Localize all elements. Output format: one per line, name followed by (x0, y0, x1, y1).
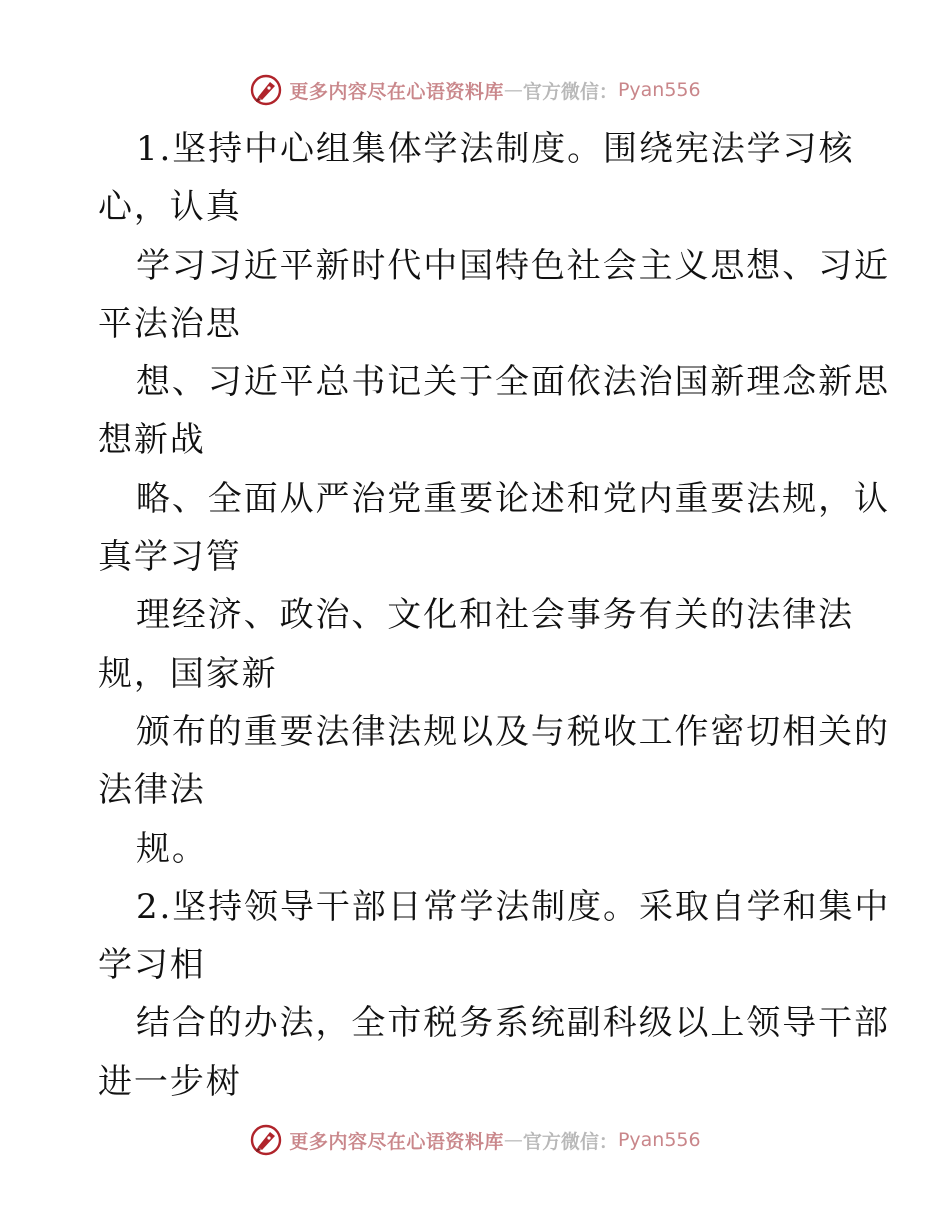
text-line: 法律法 (98, 770, 206, 811)
banner-text: 更多内容尽在心语资料库 (289, 80, 504, 103)
pen-nib-logo-icon (249, 73, 283, 107)
text-line: 学习习近平新时代中国特色社会主义思想、习近 (136, 245, 890, 286)
pen-nib-logo-icon (249, 1123, 283, 1157)
text-line: 规，国家新 (98, 653, 278, 694)
document-body (98, 120, 891, 1111)
text-line: 学习相 (98, 945, 206, 986)
text-line: 结合的办法，全市税务系统副科级以上领导干部 (136, 1003, 890, 1044)
banner-separator: — (503, 1129, 523, 1151)
text-line: 进一步树 (98, 1061, 242, 1102)
header-banner (0, 70, 950, 110)
text-line: 心，认真 (98, 187, 242, 228)
text-line: 理经济、政治、文化和社会事务有关的法律法 (136, 595, 854, 636)
text-line: 略、全面从严治党重要论述和党内重要法规，认 (136, 478, 890, 519)
footer-banner (0, 1120, 950, 1160)
text-line: 颁布的重要法律法规以及与税收工作密切相关的 (136, 711, 890, 752)
banner-separator: — (503, 79, 523, 101)
banner-text: 更多内容尽在心语资料库 (289, 1130, 504, 1153)
text-line: 1.坚持中心组集体学法制度。围绕宪法学习核 (136, 129, 855, 169)
text-line: 真学习管 (98, 537, 242, 578)
text-line: 想、习近平总书记关于全面依法治国新理念新思 (136, 362, 890, 403)
banner-wechat-label: 官方微信： (522, 80, 618, 103)
banner-wechat-id: Pyan556 (617, 79, 701, 101)
text-line: 平法治思 (98, 303, 242, 344)
banner-wechat-label: 官方微信： (522, 1130, 618, 1153)
text-line: 想新战 (98, 420, 206, 461)
text-line: 2.坚持领导干部日常学法制度。采取自学和集中 (136, 886, 891, 927)
banner-wechat-id: Pyan556 (617, 1129, 701, 1151)
text-line: 规。 (136, 828, 208, 869)
